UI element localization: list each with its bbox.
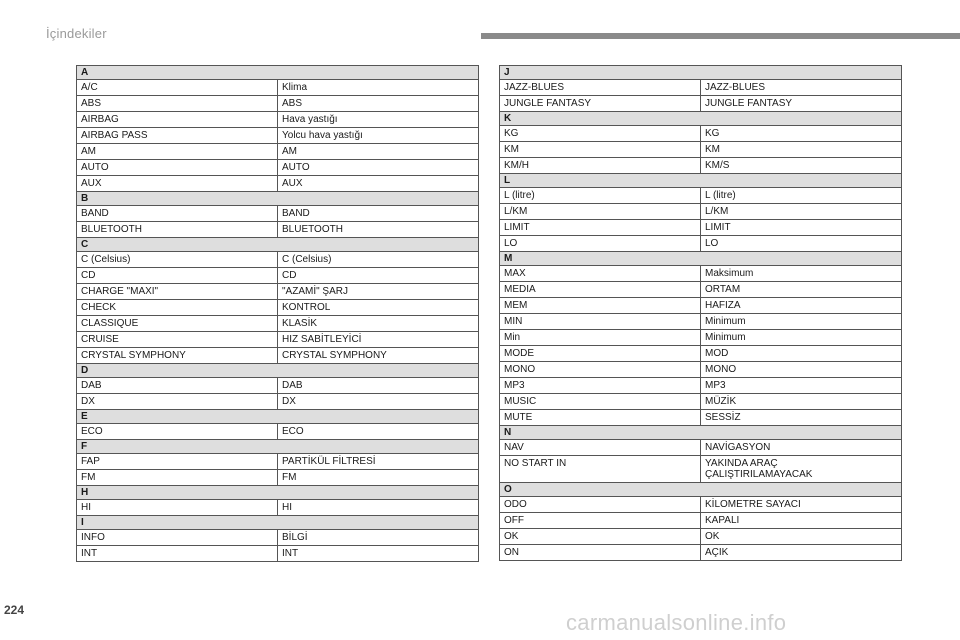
term-translation: DX [278,394,479,410]
table-row [77,284,479,300]
term-original: LIMIT [500,220,701,236]
term-original: ABS [77,96,278,112]
term-translation: KG [701,126,902,142]
term-translation: CRYSTAL SYMPHONY [278,348,479,364]
section-letter: J [500,66,902,80]
term-original: MEM [500,298,701,314]
table-row [500,142,902,158]
term-original: JUNGLE FANTASY [500,96,701,112]
table-row [77,222,479,238]
table-row [77,80,479,96]
table-row [77,268,479,284]
term-translation: BİLGİ [278,530,479,546]
section-letter: K [500,112,902,126]
term-translation: Hava yastığı [278,112,479,128]
section-header-row [77,364,479,378]
term-original: CRUISE [77,332,278,348]
term-translation: Minimum [701,330,902,346]
term-translation: Klima [278,80,479,96]
term-original: C (Celsius) [77,252,278,268]
term-original: MUSIC [500,394,701,410]
term-translation: MÜZİK [701,394,902,410]
table-row [500,158,902,174]
table-row [77,206,479,222]
term-translation: KONTROL [278,300,479,316]
table-row [77,378,479,394]
table-row [500,282,902,298]
watermark: carmanualsonline.info [566,610,787,635]
table-row [500,497,902,513]
term-translation: HIZ SABİTLEYİCİ [278,332,479,348]
term-translation: AM [278,144,479,160]
term-original: KM/H [500,158,701,174]
term-original: HI [77,500,278,516]
term-translation: SESSİZ [701,410,902,426]
term-translation: HI [278,500,479,516]
section-header-row [500,66,902,80]
section-letter: C [77,238,479,252]
term-translation: YAKINDA ARAÇ ÇALIŞTIRILAMAYACAK [701,456,902,483]
table-row [77,300,479,316]
table-row [77,316,479,332]
term-translation: LO [701,236,902,252]
section-letter: M [500,252,902,266]
term-original: AUX [77,176,278,192]
term-translation: ORTAM [701,282,902,298]
term-original: A/C [77,80,278,96]
table-row [77,546,479,562]
table-row [77,252,479,268]
table-row [500,513,902,529]
section-header-row [77,486,479,500]
table-row [500,529,902,545]
term-original: CRYSTAL SYMPHONY [77,348,278,364]
table-row [77,332,479,348]
term-translation: BAND [278,206,479,222]
term-original: INT [77,546,278,562]
table-row [500,440,902,456]
table-row [77,470,479,486]
section-letter: H [77,486,479,500]
section-header-row [77,440,479,454]
table-row [500,220,902,236]
table-row [500,266,902,282]
page-number: 224 [4,603,25,617]
term-original: BLUETOOTH [77,222,278,238]
section-header-row [500,252,902,266]
table-row [500,188,902,204]
table-row [500,456,902,483]
section-letter: F [77,440,479,454]
term-original: AM [77,144,278,160]
table-row [500,236,902,252]
term-translation: JAZZ-BLUES [701,80,902,96]
term-original: JAZZ-BLUES [500,80,701,96]
term-original: MIN [500,314,701,330]
term-original: OFF [500,513,701,529]
term-original: MP3 [500,378,701,394]
term-translation: ECO [278,424,479,440]
table-row [77,96,479,112]
table-row [500,545,902,561]
term-original: MAX [500,266,701,282]
term-original: AUTO [77,160,278,176]
table-row [77,112,479,128]
term-translation: DAB [278,378,479,394]
table-row [500,96,902,112]
term-translation: MOD [701,346,902,362]
term-translation: L/KM [701,204,902,220]
term-translation: AUTO [278,160,479,176]
term-original: CD [77,268,278,284]
term-translation: Minimum [701,314,902,330]
section-header-row [77,410,479,424]
section-letter: A [77,66,479,80]
term-translation: MP3 [701,378,902,394]
section-header-row [500,426,902,440]
term-original: CHARGE "MAXI" [77,284,278,300]
section-letter: I [77,516,479,530]
term-original: ECO [77,424,278,440]
section-header-row [77,516,479,530]
term-translation: Yolcu hava yastığı [278,128,479,144]
term-translation: JUNGLE FANTASY [701,96,902,112]
section-letter: N [500,426,902,440]
term-original: L/KM [500,204,701,220]
term-original: NO START IN [500,456,701,483]
term-original: OK [500,529,701,545]
term-translation: PARTİKÜL FİLTRESİ [278,454,479,470]
table-row [77,500,479,516]
term-translation: AÇIK [701,545,902,561]
section-letter: B [77,192,479,206]
section-letter: D [77,364,479,378]
section-header-row [500,483,902,497]
term-translation: L (litre) [701,188,902,204]
term-translation: KİLOMETRE SAYACI [701,497,902,513]
term-original: AIRBAG PASS [77,128,278,144]
term-original: MONO [500,362,701,378]
glossary-table-right [499,65,902,561]
term-original: KM [500,142,701,158]
table-row [500,298,902,314]
section-header-row [500,112,902,126]
table-row [500,378,902,394]
term-translation: BLUETOOTH [278,222,479,238]
section-header-row [77,238,479,252]
term-original: ON [500,545,701,561]
table-row [500,80,902,96]
term-original: KG [500,126,701,142]
term-original: NAV [500,440,701,456]
term-original: FAP [77,454,278,470]
term-original: INFO [77,530,278,546]
term-original: BAND [77,206,278,222]
term-original: DX [77,394,278,410]
term-translation: INT [278,546,479,562]
term-translation: KAPALI [701,513,902,529]
table-row [77,424,479,440]
term-original: CHECK [77,300,278,316]
table-row [500,314,902,330]
section-letter: L [500,174,902,188]
table-row [500,204,902,220]
table-row [77,454,479,470]
table-row [77,144,479,160]
term-translation: Maksimum [701,266,902,282]
term-translation: NAVİGASYON [701,440,902,456]
table-row [500,126,902,142]
term-original: LO [500,236,701,252]
term-translation: FM [278,470,479,486]
section-header-row [77,66,479,80]
table-row [500,330,902,346]
term-original: Min [500,330,701,346]
term-translation: KM/S [701,158,902,174]
term-original: AIRBAG [77,112,278,128]
table-row [500,346,902,362]
table-row [77,176,479,192]
section-header-row [500,174,902,188]
term-translation: KLASİK [278,316,479,332]
term-translation: MONO [701,362,902,378]
table-row [77,160,479,176]
term-translation: OK [701,529,902,545]
table-row [500,394,902,410]
table-row [77,348,479,364]
table-row [77,394,479,410]
section-letter: E [77,410,479,424]
table-row [500,410,902,426]
glossary-table-left [76,65,479,562]
term-translation: "AZAMİ" ŞARJ [278,284,479,300]
table-row [77,128,479,144]
term-original: ODO [500,497,701,513]
term-original: MEDIA [500,282,701,298]
term-translation: CD [278,268,479,284]
term-original: MUTE [500,410,701,426]
term-original: MODE [500,346,701,362]
term-translation: AUX [278,176,479,192]
term-translation: KM [701,142,902,158]
term-original: CLASSIQUE [77,316,278,332]
table-row [500,362,902,378]
term-original: FM [77,470,278,486]
term-translation: C (Celsius) [278,252,479,268]
header-rule [481,33,960,39]
term-original: DAB [77,378,278,394]
term-original: L (litre) [500,188,701,204]
page-header-title: İçindekiler [46,26,107,41]
term-translation: HAFIZA [701,298,902,314]
term-translation: ABS [278,96,479,112]
table-row [77,530,479,546]
term-translation: LIMIT [701,220,902,236]
section-header-row [77,192,479,206]
section-letter: O [500,483,902,497]
